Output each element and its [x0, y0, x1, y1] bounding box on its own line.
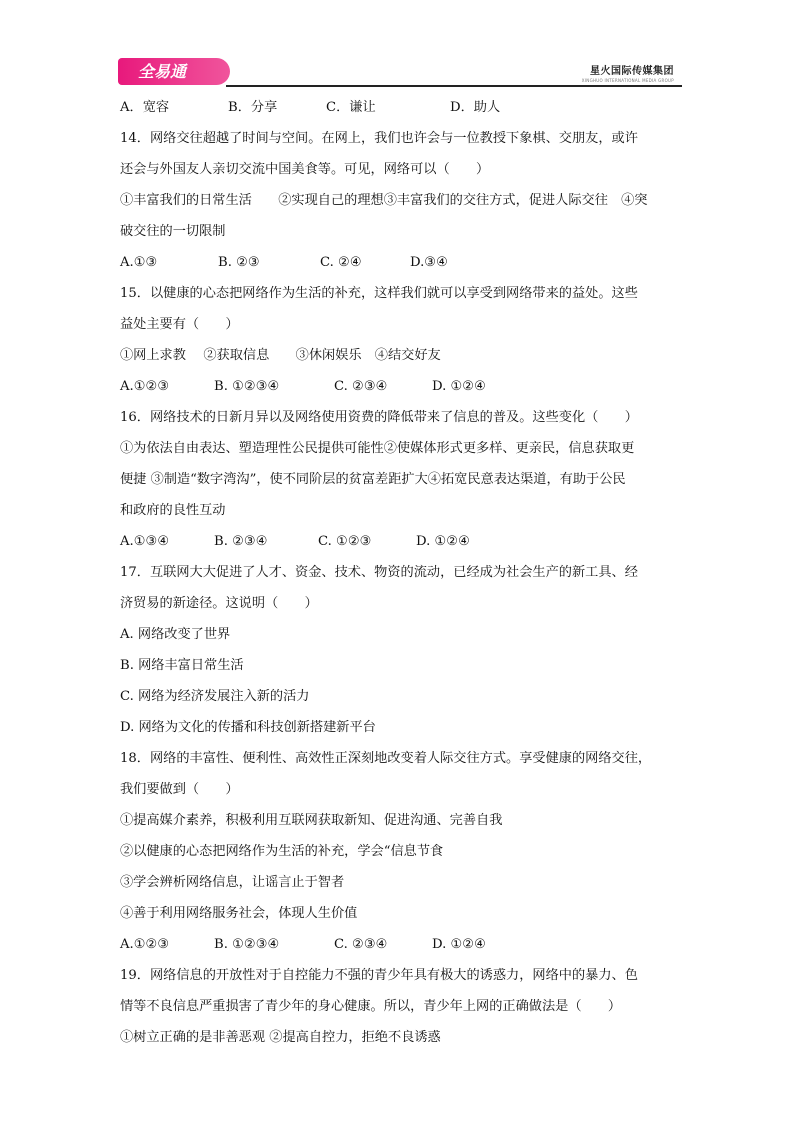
- text-line: ②以健康的心态把网络作为生活的补充，学会“信息节食: [120, 844, 444, 859]
- answer-option: B. ①②③④: [214, 937, 280, 952]
- answer-option: A.①③: [120, 255, 158, 270]
- answer-options: [120, 526, 690, 557]
- text-line: 破交往的一切限制: [120, 224, 226, 239]
- text-line: ①丰富我们的日常生活 ②实现自己的理想③丰富我们的交往方式，促进人际交往 ④突: [120, 193, 648, 208]
- text-line: B. 网络丰富日常生活: [120, 658, 244, 673]
- answer-option: B. ②③: [218, 255, 260, 270]
- answer-options: [120, 92, 690, 123]
- publisher-brand: [582, 62, 674, 83]
- text-line: 16．网络技术的日新月异以及网络使用资费的降低带来了信息的普及。这些变化（ ）: [120, 410, 638, 425]
- text-line: ①树立正确的是非善恶观 ②提高自控力，拒绝不良诱惑: [120, 1030, 441, 1045]
- text-line: ①为依法自由表达、塑造理性公民提供可能性②使媒体形式更多样、更亲民，信息获取更: [120, 441, 635, 456]
- answer-option: C. ②③④: [334, 379, 388, 394]
- text-line: ①提高媒介素养，积极利用互联网获取新知、促进沟通、完善自我: [120, 813, 503, 828]
- answer-options: [120, 247, 690, 278]
- answer-option: C. ②③④: [334, 937, 388, 952]
- header-rule: [226, 85, 682, 87]
- answer-option: C. ②④: [320, 255, 362, 270]
- page-header: [118, 56, 680, 88]
- answer-option: A.①②③: [120, 937, 170, 952]
- text-line: ③学会辨析网络信息，让谣言止于智者: [120, 875, 345, 890]
- answer-option: C. ①②③: [318, 534, 372, 549]
- answer-option: A.①②③: [120, 379, 170, 394]
- answer-option: B. ②③④: [214, 534, 268, 549]
- quanyitong-logo: 全易通: [118, 58, 230, 85]
- text-line: C. 网络为经济发展注入新的活力: [120, 689, 310, 704]
- answer-options: [120, 929, 690, 960]
- answer-option: A.①③④: [120, 534, 170, 549]
- publisher-name: 星火国际传媒集团: [590, 66, 674, 77]
- text-line: 17．互联网大大促进了人才、资金、技术、物资的流动，已经成为社会生产的新工具、经: [120, 565, 638, 580]
- text-line: 还会与外国友人亲切交流中国美食等。可见，网络可以（ ）: [120, 162, 490, 177]
- answer-options: [120, 371, 690, 402]
- document-body: [120, 92, 690, 1053]
- text-line: 济贸易的新途径。这说明（ ）: [120, 596, 318, 611]
- text-line: 19．网络信息的开放性对于自控能力不强的青少年具有极大的诱惑力，网络中的暴力、色: [120, 968, 638, 983]
- answer-option: B. ①②③④: [214, 379, 280, 394]
- text-line: 18．网络的丰富性、便利性、高效性正深刻地改变着人际交往方式。享受健康的网络交往，: [120, 751, 652, 766]
- answer-option: D.③④: [410, 255, 448, 270]
- answer-option: B．分享: [228, 100, 278, 115]
- text-line: 便捷 ③制造“数字湾沟”，使不同阶层的贫富差距扩大④拓宽民意表达渠道，有助于公民: [120, 472, 626, 487]
- answer-option: D. ①②④: [416, 534, 470, 549]
- publisher-name-en: XINGHUO INTERNATIONAL MEDIA GROUP: [581, 78, 674, 83]
- answer-option: D. ①②④: [432, 937, 486, 952]
- text-line: 和政府的良性互动: [120, 503, 226, 518]
- text-line: 情等不良信息严重损害了青少年的身心健康。所以，青少年上网的正确做法是（ ）: [120, 999, 622, 1014]
- answer-option: A．宽容: [120, 100, 170, 115]
- text-line: 15．以健康的心态把网络作为生活的补充，这样我们就可以享受到网络带来的益处。这些: [120, 286, 638, 301]
- text-line: ①网上求教 ②获取信息 ③休闲娱乐 ④结交好友: [120, 348, 441, 363]
- answer-option: C．谦让: [326, 100, 376, 115]
- text-line: A. 网络改变了世界: [120, 627, 231, 642]
- answer-option: D. ①②④: [432, 379, 486, 394]
- text-line: 14．网络交往超越了时间与空间。在网上，我们也许会与一位教授下象棋、交朋友，或许: [120, 131, 638, 146]
- text-line: 益处主要有（ ）: [120, 317, 239, 332]
- answer-option: D．助人: [450, 100, 501, 115]
- text-line: 我们要做到（ ）: [120, 782, 239, 797]
- text-line: ④善于利用网络服务社会，体现人生价值: [120, 906, 358, 921]
- text-line: D. 网络为文化的传播和科技创新搭建新平台: [120, 720, 376, 735]
